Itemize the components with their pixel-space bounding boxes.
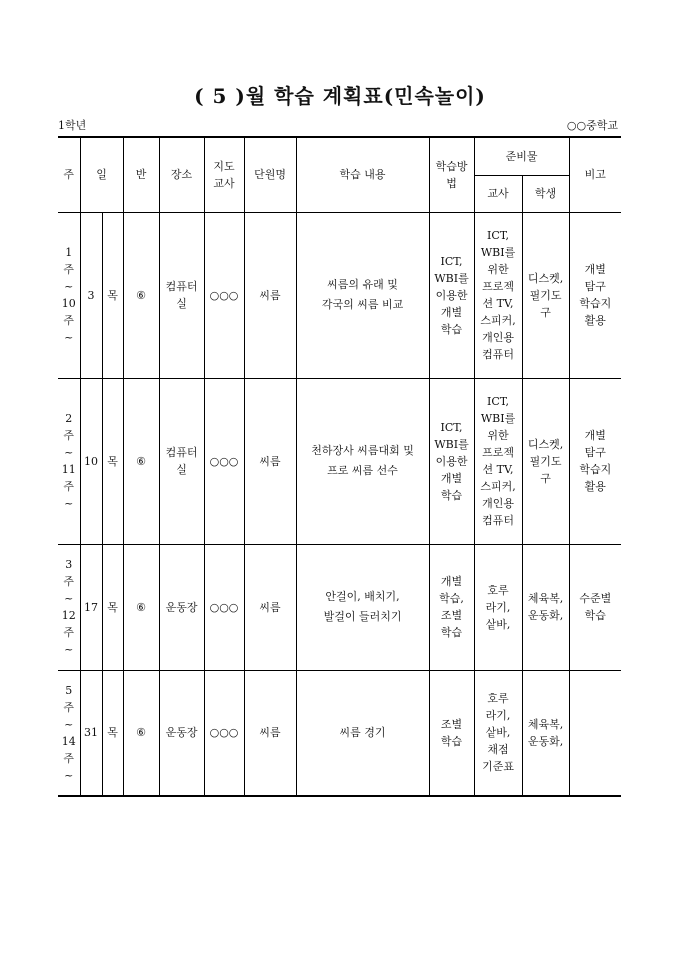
cell-date: 3: [80, 212, 102, 378]
cell-class: ⑥: [123, 670, 159, 796]
cell-teacher: ○○○: [204, 212, 244, 378]
header-week: 주: [58, 137, 80, 212]
table-row: [58, 378, 621, 544]
lesson-plan-table: [58, 136, 621, 797]
cell-note: 수준별 학습: [569, 544, 621, 670]
header-method: 학습방 법: [429, 137, 474, 212]
cell-content: 씨름의 유래 및 각국의 씨름 비교: [296, 212, 429, 378]
cell-note: 개별 탐구 학습지 활용: [569, 378, 621, 544]
cell-teacher: ○○○: [204, 544, 244, 670]
cell-mat-teacher: 호루 라기, 샅바, 채점 기준표: [474, 670, 522, 796]
header-place: 장소: [159, 137, 204, 212]
school-label: ○○중학교: [566, 119, 618, 132]
cell-class: ⑥: [123, 378, 159, 544]
cell-week: 5 주 ~ 14 주 ~: [58, 670, 80, 796]
cell-unit: 씨름: [244, 670, 296, 796]
grade-label: 1학년: [58, 119, 87, 132]
header-class: 반: [123, 137, 159, 212]
table-row: [58, 212, 621, 378]
cell-unit: 씨름: [244, 378, 296, 544]
cell-class: ⑥: [123, 544, 159, 670]
cell-content: 천하장사 씨름대회 및 프로 씨름 선수: [296, 378, 429, 544]
cell-week: 3 주 ~ 12 주 ~: [58, 544, 80, 670]
header-teacher: 지도 교사: [204, 137, 244, 212]
header-row: [58, 137, 621, 175]
table-row: [58, 670, 621, 796]
cell-mat-student: 디스켓, 필기도 구: [522, 378, 569, 544]
cell-mat-teacher: ICT, WBI를 위한 프로젝 션 TV, 스피커, 개인용 컴퓨터: [474, 212, 522, 378]
cell-date: 10: [80, 378, 102, 544]
header-day: 일: [80, 137, 123, 212]
cell-mat-teacher: ICT, WBI를 위한 프로젝 션 TV, 스피커, 개인용 컴퓨터: [474, 378, 522, 544]
cell-week: 1 주 ~ 10 주 ~: [58, 212, 80, 378]
cell-content: 안걸이, 배치기, 발걸이 들러치기: [296, 544, 429, 670]
cell-note: 개별 탐구 학습지 활용: [569, 212, 621, 378]
cell-weekday: 목: [102, 212, 123, 378]
cell-class: ⑥: [123, 212, 159, 378]
cell-method: ICT, WBI를 이용한 개별 학습: [429, 378, 474, 544]
cell-method: ICT, WBI를 이용한 개별 학습: [429, 212, 474, 378]
header-unit: 단원명: [244, 137, 296, 212]
cell-content: 씨름 경기: [296, 670, 429, 796]
cell-date: 17: [80, 544, 102, 670]
cell-teacher: ○○○: [204, 670, 244, 796]
cell-method: 개별 학습, 조별 학습: [429, 544, 474, 670]
header-note: 비고: [569, 137, 621, 212]
cell-note: [569, 670, 621, 796]
cell-unit: 씨름: [244, 212, 296, 378]
cell-place: 컴퓨터 실: [159, 212, 204, 378]
header-materials: 준비물: [474, 137, 569, 175]
cell-weekday: 목: [102, 544, 123, 670]
table-row: [58, 544, 621, 670]
header-mat-student: 학생: [522, 175, 569, 212]
header-content: 학습 내용: [296, 137, 429, 212]
page-title: ( 5 )월 학습 계획표(민속놀이): [194, 84, 486, 108]
cell-mat-student: 체육복, 운동화,: [522, 544, 569, 670]
cell-date: 31: [80, 670, 102, 796]
cell-place: 운동장: [159, 544, 204, 670]
cell-weekday: 목: [102, 670, 123, 796]
cell-place: 컴퓨터 실: [159, 378, 204, 544]
cell-place: 운동장: [159, 670, 204, 796]
cell-weekday: 목: [102, 378, 123, 544]
cell-method: 조별 학습: [429, 670, 474, 796]
cell-unit: 씨름: [244, 544, 296, 670]
cell-week: 2 주 ~ 11 주 ~: [58, 378, 80, 544]
cell-mat-student: 디스켓, 필기도 구: [522, 212, 569, 378]
header-mat-teacher: 교사: [474, 175, 522, 212]
cell-mat-student: 체육복, 운동화,: [522, 670, 569, 796]
cell-mat-teacher: 호루 라기, 샅바,: [474, 544, 522, 670]
cell-teacher: ○○○: [204, 378, 244, 544]
